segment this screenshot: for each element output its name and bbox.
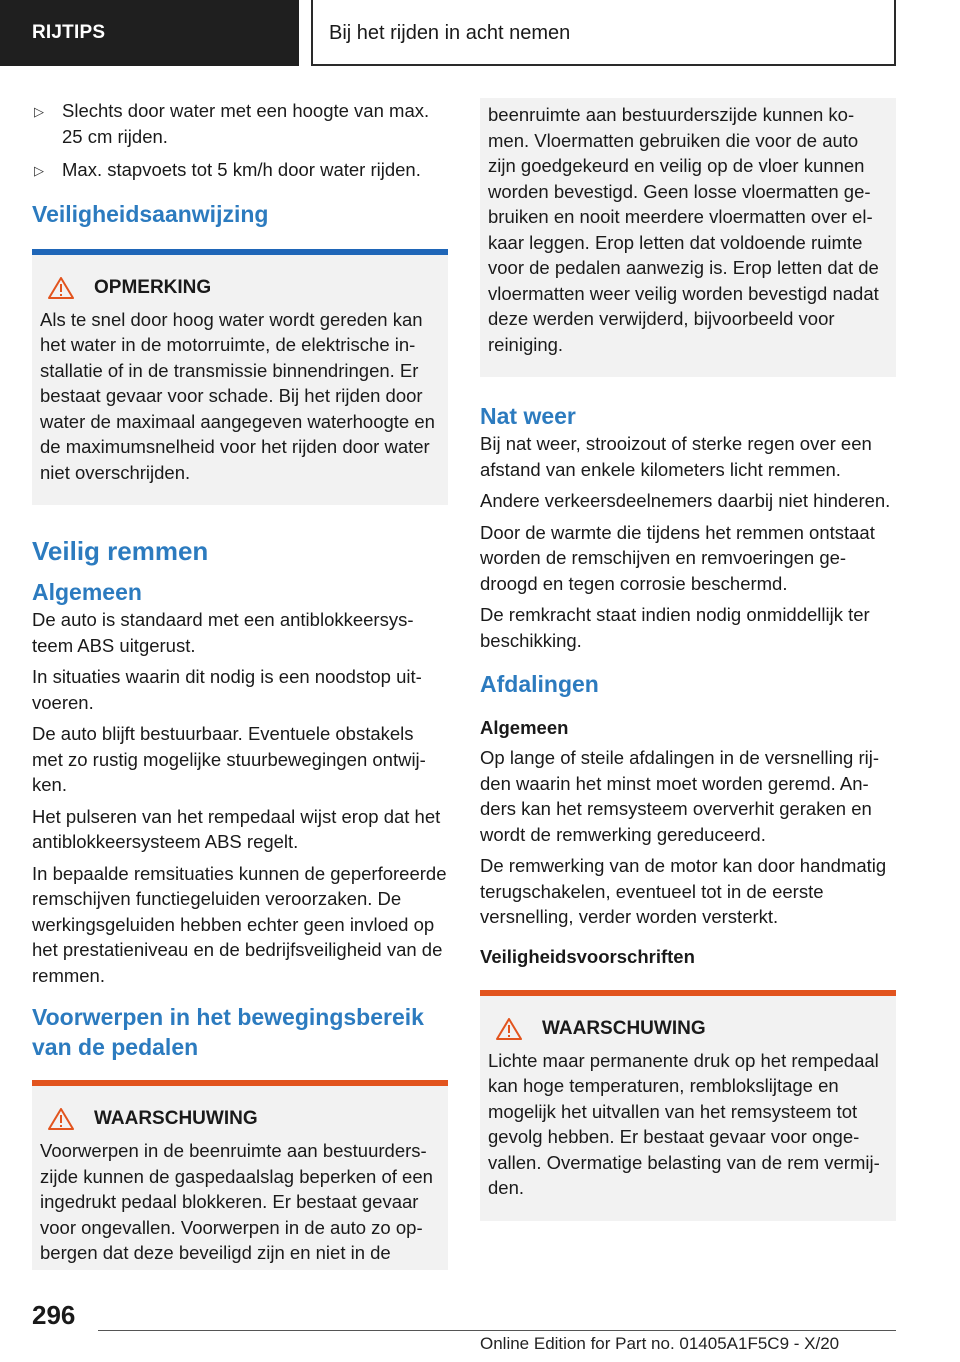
pedals-warning-box-continued xyxy=(480,98,896,377)
brake-warning-box xyxy=(480,990,896,1221)
notice-box xyxy=(32,249,448,506)
warning-triangle-icon xyxy=(48,1108,74,1130)
paragraph: In bepaalde remsituaties kunnen de geperforeerde remschijven functiegeluiden veroorzaken. De werkingsgeluiden hebben echter geen invloed op het prestatieniveau en de bedrijfsveiligheid van de remmen. xyxy=(32,862,447,986)
wet-weather-heading: Nat weer xyxy=(480,403,576,429)
paragraph: Het pulseren van het rempedaal wijst erop dat het antiblokkeersysteem ABS regelt. xyxy=(32,805,441,852)
braking-heading: Veilig remmen xyxy=(32,536,209,566)
triangle-bullet-icon: ▷ xyxy=(34,104,44,119)
notice-text: Als te snel door hoog water wordt gereden kan het water in de motorruimte, de elektrische installatie of in de transmissie binnendringen. Er bestaat gevaar voor schade. Bij het rijden door water de maximaal aangegeven waterhoogte en de maximumsnelheid voor het rijden door water niet overschrijden. xyxy=(40,308,435,483)
paragraph: De auto is standaard met een antiblokkeersysteem ABS uitgerust. xyxy=(32,609,414,656)
page-header xyxy=(0,0,960,66)
warning-title: WAARSCHUWING xyxy=(488,1018,888,1040)
paragraph: De remkracht staat indien nodig onmiddellijk ter beschikking. xyxy=(480,604,870,651)
left-column xyxy=(32,98,448,1270)
safety-heading: Veiligheidsaanwijzing xyxy=(32,200,269,227)
paragraph: Bij nat weer, strooizout of sterke regen over een afstand van enkele kilometers licht remmen. xyxy=(480,433,872,480)
warning-text: Lichte maar permanente druk op het rempedaal kan hoge temperaturen, remblokslijtage en mogelijk het uitvallen van het remsysteem tot gevolg hebben. Er bestaat gevaar voor ongevallen. Overmatige belasting van de rem vermijden. xyxy=(488,1049,880,1198)
edition-text: Online Edition for Part no. 01405A1F5C9 - X/20 xyxy=(480,1334,840,1353)
warning-triangle-icon xyxy=(48,277,74,299)
pedals-warning-box xyxy=(32,1080,448,1270)
water-depth-list xyxy=(32,98,448,183)
paragraph: De remwerking van de motor kan door handmatig terugschakelen, eventueel tot in de eerste versnelling, verder worden versterkt. xyxy=(480,855,887,927)
warning-text-continued: beenruimte aan bestuurderszijde kunnen komen. Vloermatten gebruiken die voor de auto zijn goedgekeurd en veilig op de vloer kunnen worden bevestigd. Geen losse vloermatten gebruiken en nooit meerdere vloermatten over elkaar leggen. Erop letten dat voldoende ruimte voor de pedalen aanwezig is. Erop letten dat de vloermatten weer veilig worden bevestigd nadat deze werden verwijderd, bijvoorbeeld voor reiniging. xyxy=(488,104,879,355)
paragraph: Andere verkeersdeelnemers daarbij niet hinderen. xyxy=(480,490,891,511)
triangle-bullet-icon: ▷ xyxy=(34,163,44,178)
descents-heading: Afdalingen xyxy=(480,671,599,697)
safety-rules-heading: Veiligheidsvoorschriften xyxy=(480,945,695,967)
warning-triangle-icon xyxy=(496,1018,522,1040)
chapter-title: Bij het rijden in acht nemen xyxy=(311,0,896,66)
notice-title: OPMERKING xyxy=(40,277,440,299)
warning-title: WAARSCHUWING xyxy=(40,1108,440,1130)
list-item: ▷ Max. stapvoets tot 5 km/h door water rijden. xyxy=(32,157,448,183)
paragraph: Op lange of steile afdalingen in de versnelling rijden waarin het minst moet worden geremd. Anders kan het remsysteem oververhit geraken en wordt de remwerking gereduceerd. xyxy=(480,747,880,845)
paragraph: De auto blijft bestuurbaar. Eventuele obstakels met zo rustig mogelijke stuurbewegingen ontwijken. xyxy=(32,723,426,795)
footer-divider xyxy=(98,1330,896,1331)
warning-text: Voorwerpen in de beenruimte aan bestuurderszijde kunnen de gaspedaalslag beperken of een ingedrukt pedaal blokkeren. Er bestaat gevaar voor ongevallen. Voorwerpen in de auto zo opbergen dat deze beveiligd zijn en niet in de xyxy=(40,1140,433,1263)
descents-general-heading: Algemeen xyxy=(480,717,569,738)
paragraph: Door de warmte die tijdens het remmen ontstaat worden de remschijven en remvoeringen gedroogd en tegen corrosie beschermd. xyxy=(480,521,875,594)
pedals-heading: Voorwerpen in het bewegingsbereik van de pedalen xyxy=(32,1004,424,1060)
paragraph: In situaties waarin dit nodig is een noodstop uitvoeren. xyxy=(32,666,422,713)
page-number: 296 xyxy=(32,1300,76,1330)
list-item: ▷ Slechts door water met een hoogte van max. 25 cm rijden. xyxy=(34,100,430,147)
section-tab: RIJTIPS xyxy=(0,0,299,66)
page-footer xyxy=(0,1300,960,1362)
right-column xyxy=(480,98,896,1245)
general-heading: Algemeen xyxy=(32,579,142,605)
